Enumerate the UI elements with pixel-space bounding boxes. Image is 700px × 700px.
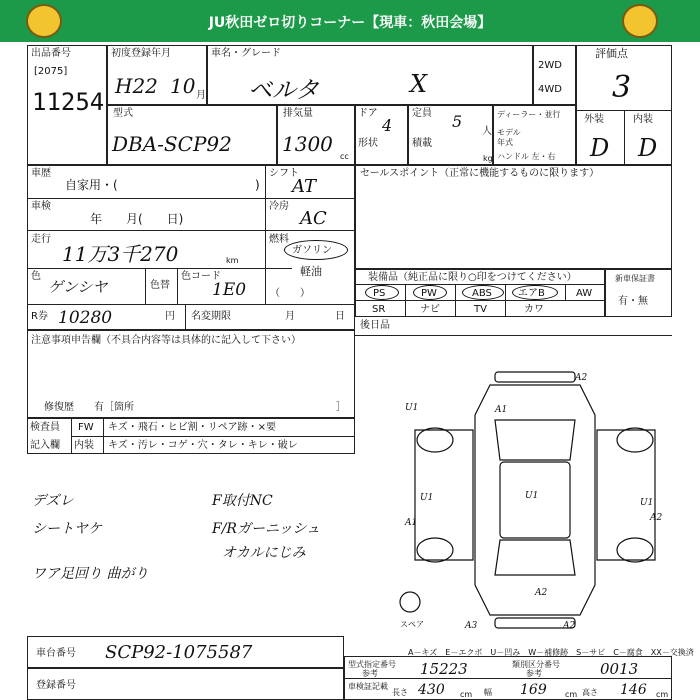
diagram-mark-4: A1: [405, 518, 418, 528]
page-title: JU秋田ゼロ切りコーナー【現車：秋田会場】: [208, 15, 492, 31]
notes-repair: 修復歴 有［箇所: [44, 402, 134, 413]
diagram-mark-11: A1: [495, 405, 508, 415]
diagram-mark-8: A3: [465, 621, 478, 630]
inspection-value: 年 月( 日): [90, 212, 184, 226]
inspector-fw-label: FW: [78, 422, 94, 433]
type-cert-value: 15223: [420, 660, 468, 678]
diagram-mark-1: A2: [575, 373, 588, 383]
reg-month-unit: 月: [196, 90, 206, 101]
car-damage-diagram: [395, 370, 675, 630]
recycle-value: 10280: [58, 308, 113, 328]
inspection-label: 車検: [31, 201, 51, 212]
remark-right-2: F/Rガーニッシュ: [212, 521, 321, 537]
spec-dealer: ディーラー・並行: [497, 110, 561, 119]
model-name: ベルタ: [248, 76, 320, 104]
shift-label: シフト: [269, 168, 299, 179]
equip-sr: SR: [372, 304, 386, 315]
rating-ext-label: 外装: [584, 114, 604, 125]
diagram-mark-10: U1: [640, 498, 654, 508]
spec-cap: 5: [452, 112, 463, 131]
warranty-value: 有・無: [618, 296, 648, 307]
notes-label: 注意事項申告欄（不具合内容等は具体的に記入して下さい）: [31, 335, 301, 346]
drive-4wd: 4WD: [538, 84, 562, 95]
recycle-day: 日: [335, 311, 345, 322]
size-label: 車検証記載: [348, 682, 388, 691]
recycle-exp-label: 名変期限: [191, 311, 231, 322]
notes-repair-close: ］: [336, 402, 346, 413]
sales-point-box: [355, 165, 672, 269]
recycle-unit: 円: [165, 311, 175, 322]
inspector-int-items: キズ・汚レ・コゲ・穴・タレ・キレ・破レ: [108, 440, 298, 451]
mileage-value: 11万3千270: [62, 242, 179, 266]
reg-year: H22: [115, 74, 158, 98]
equip-airbag: エアB: [518, 288, 545, 299]
inspector-fw-items: キズ・飛石・ヒビ割・リペア跡・×要: [108, 422, 276, 433]
remark-left-2: シートヤケ: [32, 521, 102, 537]
rating-int-label: 内装: [633, 114, 653, 125]
ac-value: AC: [300, 208, 327, 229]
rating-int: D: [638, 134, 658, 162]
equip-pw: PW: [421, 288, 437, 299]
spec-shape-label: 形状: [358, 138, 378, 149]
diagram-mark-7: A2: [563, 621, 576, 630]
drive-box: [533, 45, 576, 105]
diagram-spare: スペア: [400, 620, 424, 629]
spec-cc-label: 排気量: [283, 108, 313, 119]
ac-label: 冷房: [269, 201, 289, 212]
wid-label: 幅: [484, 688, 492, 697]
sales-point-label: セールスポイント（正常に機能するものに限ります）: [360, 168, 600, 179]
color-no-label: 色替: [150, 280, 170, 291]
lot-number: 11254: [32, 88, 105, 116]
len-label: 長さ: [392, 688, 408, 697]
spec-door-label: ドア: [358, 108, 378, 119]
reg-month: 10: [170, 74, 196, 98]
fuel-diesel: 軽油: [300, 265, 322, 278]
spec-cc-unit: cc: [340, 152, 349, 161]
spec-type: DBA-SCP92: [112, 132, 232, 156]
mileage-unit: km: [226, 256, 239, 265]
diagram-mark-6: A2: [535, 588, 548, 598]
spec-load-label: 積載: [412, 138, 432, 149]
legend-text: A－キズ E－エクボ U－凹み W－補修跡 S－サビ C－腐食 XX－交換済: [408, 648, 694, 657]
equip-tv: TV: [474, 304, 487, 315]
inspector-int-label: 内装: [74, 440, 94, 451]
wid-value: 169: [520, 682, 547, 698]
remark-left-1: デズレ: [32, 493, 74, 509]
fuel-label: 燃料: [269, 234, 289, 245]
diagram-mark-5: A2: [650, 513, 663, 523]
shift-value: AT: [292, 176, 317, 197]
color-value: ゲンシヤ: [48, 278, 108, 296]
equip-abs: ABS: [472, 288, 492, 299]
color-label: 色: [31, 271, 41, 282]
model-grade: X: [410, 70, 428, 98]
drive-2wd: 2WD: [538, 60, 562, 71]
diagram-mark-9: U1: [420, 493, 434, 503]
spec-cc: 1300: [282, 132, 333, 156]
class-value: 0013: [600, 660, 639, 678]
class-ref: 参考: [526, 669, 542, 678]
history-value: 自家用・(: [65, 178, 118, 192]
equip-navi: ナビ: [420, 304, 440, 315]
color-paren: （ ）: [270, 288, 310, 299]
equip-leather: カワ: [524, 304, 544, 315]
hei-value: 146: [620, 682, 647, 698]
recycle-label: R券: [31, 311, 48, 322]
reg-label: 初度登録年月: [111, 48, 171, 59]
lot-label: 出品番号: [31, 48, 71, 59]
model-label: 車名・グレード: [211, 48, 281, 59]
spec-door: 4: [382, 116, 393, 135]
chassis-label: 車台番号: [36, 648, 76, 659]
history-label: 車歴: [31, 168, 51, 179]
history-close: ): [255, 178, 260, 192]
spec-cap-unit: 人: [482, 126, 492, 137]
remark-right-1: F取付NC: [212, 493, 273, 509]
diagram-mark-2: U1: [405, 403, 419, 413]
class-label: 類別区分番号: [512, 660, 560, 669]
spec-cap-label: 定員: [412, 108, 432, 119]
after-seat-label: 後日品: [360, 320, 390, 331]
color-code: 1E0: [212, 280, 247, 300]
spec-handle: ハンドル 左・右: [497, 152, 556, 161]
color-code-label: 色コード: [181, 271, 221, 282]
recycle-month: 月: [285, 311, 295, 322]
equip-aw: AW: [576, 288, 593, 299]
warranty-label: 新車保証書: [615, 274, 655, 283]
lot-sub: [2075]: [34, 66, 68, 77]
inspector-label2: 記入欄: [30, 440, 60, 451]
equipment-label: 装備品（純正品に限り○印をつけてください）: [368, 272, 577, 283]
hei-unit: cm: [656, 690, 669, 699]
remark-left-3: ワア足回り 曲がり: [32, 566, 149, 582]
wid-unit: cm: [565, 690, 578, 699]
len-unit: cm: [460, 690, 473, 699]
rating-ext: D: [590, 134, 610, 162]
spec-model-year: モデル: [497, 128, 521, 137]
mileage-label: 走行: [31, 234, 51, 245]
chassis-value: SCP92-1075587: [105, 642, 253, 663]
remark-right-3: オカルにじみ: [222, 545, 306, 561]
spec-type-label: 型式: [113, 108, 133, 119]
diagram-mark-3: U1: [525, 491, 539, 501]
spec-load-unit: kg: [483, 154, 493, 163]
rating-label: 評価点: [595, 47, 628, 60]
fuel-gas: ガソリン: [292, 245, 332, 256]
registration-label: 登録番号: [36, 680, 76, 691]
len-value: 430: [418, 682, 445, 698]
hei-label: 高さ: [582, 688, 598, 697]
inspector-label1: 検査員: [30, 422, 60, 433]
equip-ps: PS: [373, 288, 386, 299]
spec-model-year2: 年式: [497, 138, 513, 147]
type-cert-ref: 参考: [362, 669, 378, 678]
rating-value: 3: [612, 70, 632, 105]
type-cert-label: 型式指定番号: [348, 660, 396, 669]
